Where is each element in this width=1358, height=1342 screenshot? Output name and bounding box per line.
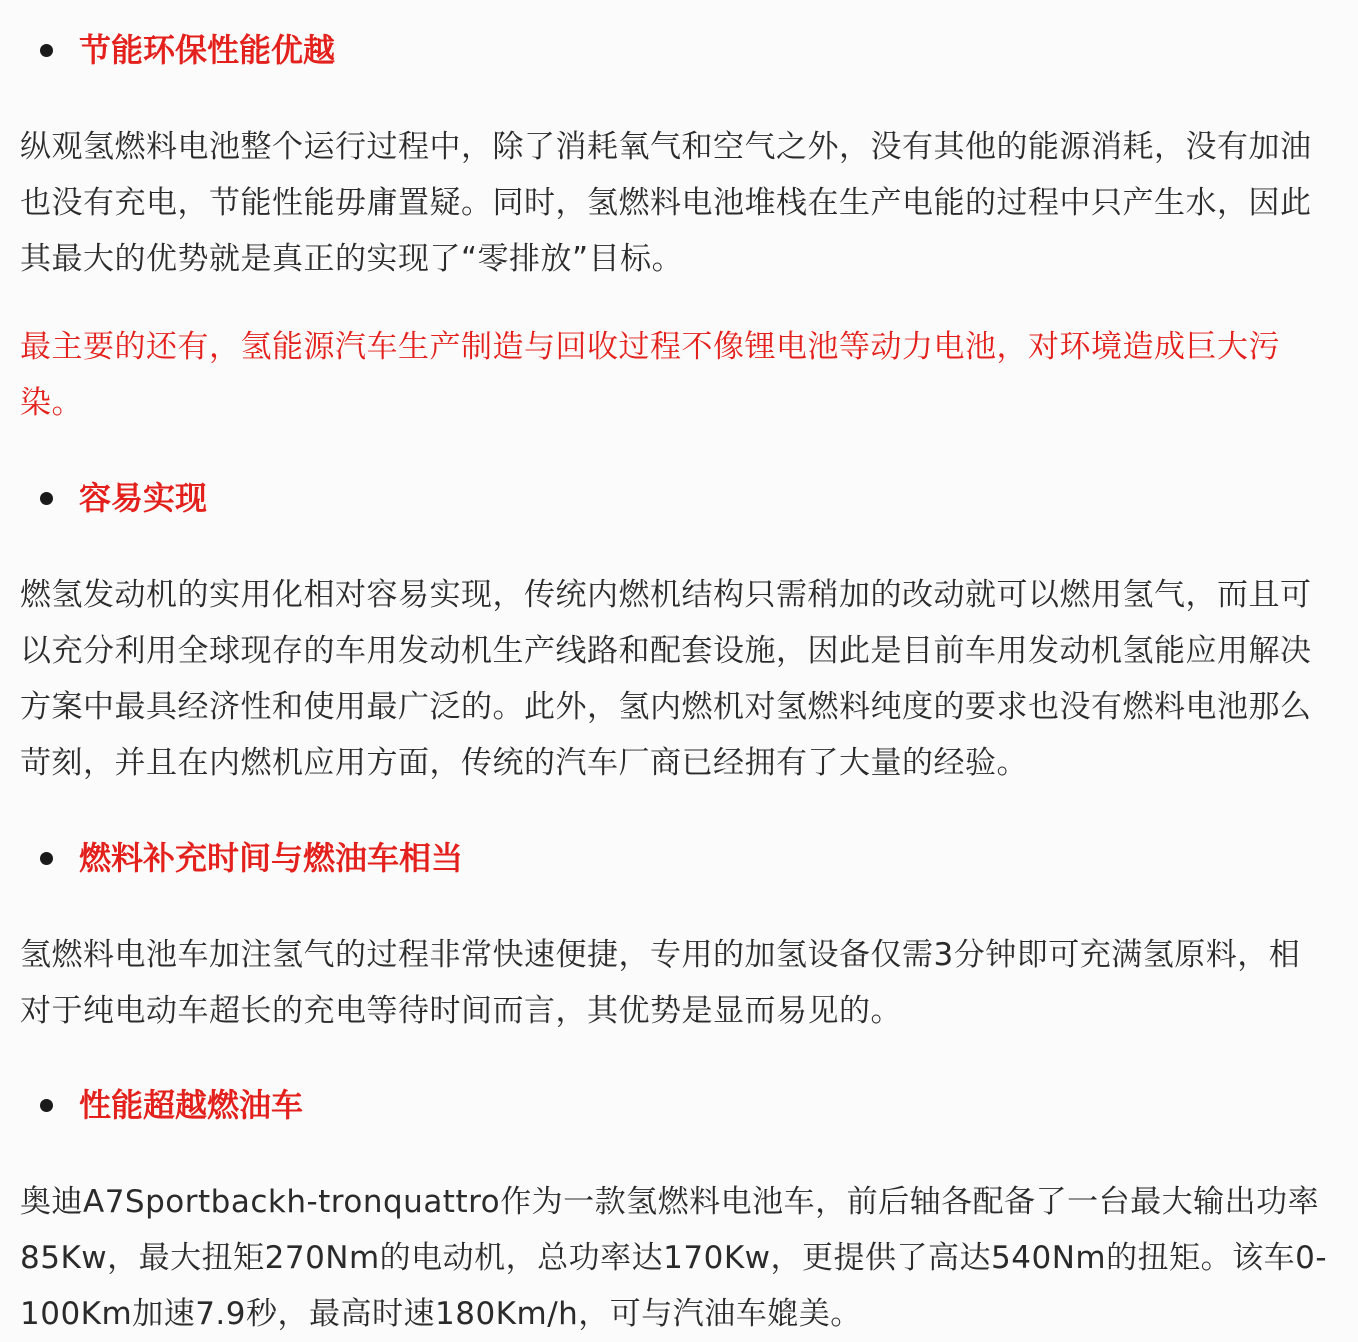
paragraph: 燃氢发动机的实用化相对容易实现，传统内燃机结构只需稍加的改动就可以燃用氢气，而且可 以充分利用全球现存的车用发动机生产线路和配套设施，因此是目前车用发动机氢能应用解决 方案中最具经济性和使用最广泛的。此外，氢内燃机对氢燃料纯度的要求也没有燃料电池那么 苛刻，并且在内燃机应用方面，传统的汽车厂商已经拥有了大量的经验。	[20, 577, 1312, 781]
bullet-icon	[40, 492, 53, 505]
bullet-icon	[40, 852, 53, 865]
highlight-paragraph: 最主要的还有，氢能源汽车生产制造与回收过程不像锂电池等动力电池，对环境造成巨大污 染。	[20, 329, 1280, 421]
section-heading: 燃料补充时间与燃油车相当	[40, 830, 463, 886]
bullet-icon	[40, 44, 53, 57]
section-heading: 性能超越燃油车	[40, 1077, 303, 1133]
bullet-icon	[40, 1099, 53, 1112]
section-heading: 容易实现	[40, 470, 207, 526]
paragraph: 奥迪A7Sportbackh-tronquattro作为一款氢燃料电池车，前后轴各配备了一台最大输出功率 85Kw，最大扭矩270Nm的电动机，总功率达170Kw，更提供了高达540Nm的扭矩。该车0- 100Km加速7.9秒，最高时速180Km/h，可与汽油车媲美。	[20, 1184, 1328, 1332]
paragraph: 氢燃料电池车加注氢气的过程非常快速便捷，专用的加氢设备仅需3分钟即可充满氢原料，相 对于纯电动车超长的充电等待时间而言，其优势是显而易见的。	[20, 937, 1301, 1029]
paragraph: 纵观氢燃料电池整个运行过程中，除了消耗氧气和空气之外，没有其他的能源消耗，没有加油 也没有充电，节能性能毋庸置疑。同时，氢燃料电池堆栈在生产电能的过程中只产生水，因此 其最大的优势就是真正的实现了“零排放”目标。	[20, 129, 1312, 277]
section-heading: 节能环保性能优越	[40, 22, 335, 78]
